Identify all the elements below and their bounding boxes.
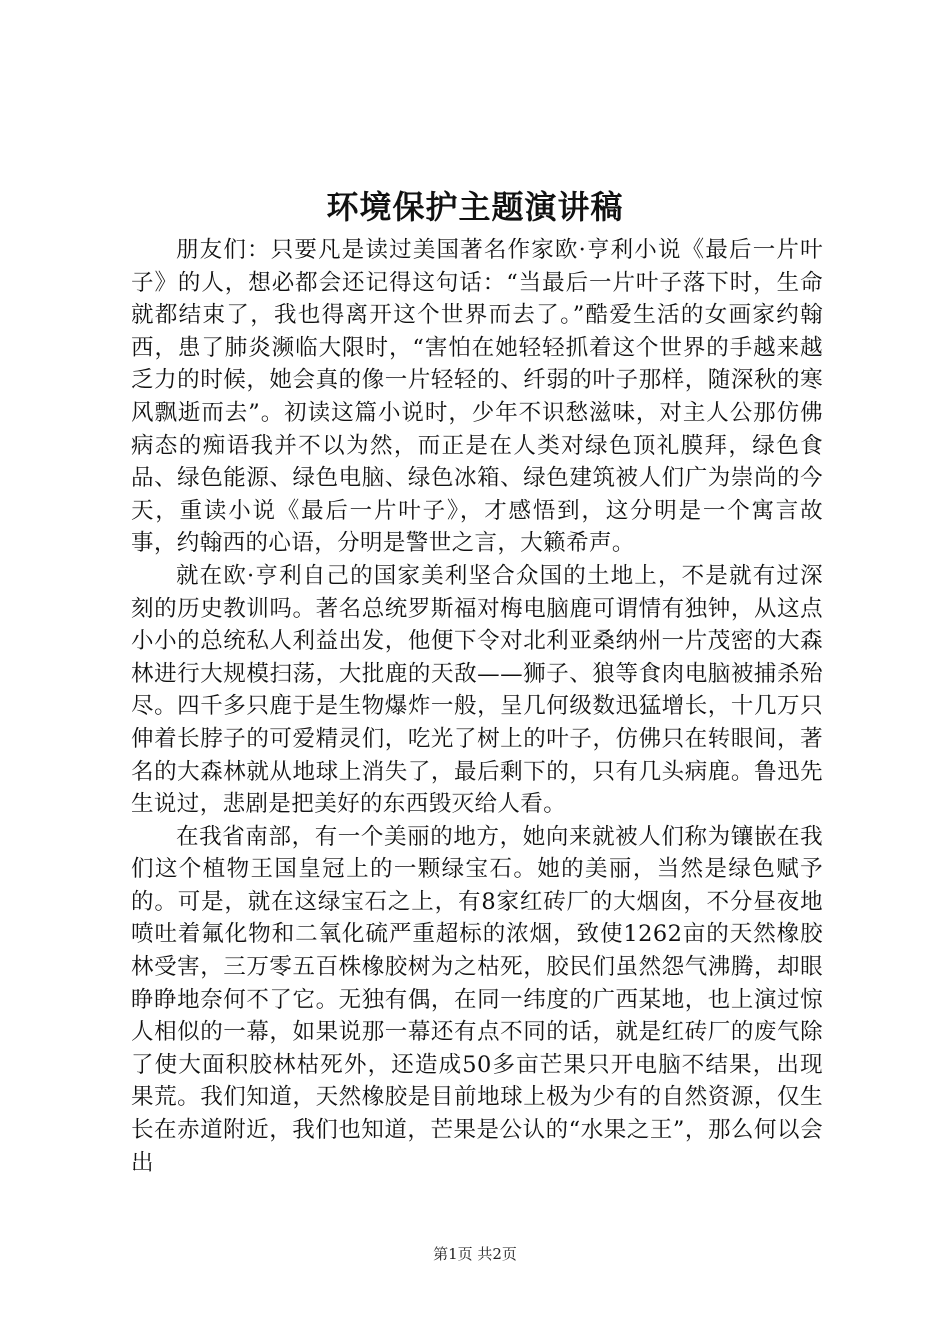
paragraph: 就在欧·亨利自己的国家美利坚合众国的土地上，不是就有过深刻的历史教训吗。著名总统罗斯福对梅电脑鹿可谓情有独钟，从这点小小的总统私人利益出发，他便下令对北利亚桑纳州一片茂密的大森林进行大规模扫荡，大批鹿的天敌——狮子、狼等食肉电脑被捕杀殆尽。四千多只鹿于是生物爆炸一般，呈几何级数迅猛增长，十几万只伸着长脖子的可爱精灵们，吃光了树上的叶子，仿佛只在转眼间，著名的大森林就从地球上消失了，最后剩下的，只有几头病鹿。鲁迅先生说过，悲剧是把美好的东西毁灭给人看。 xyxy=(131,562,823,818)
document-title: 环境保护主题演讲稿 xyxy=(326,188,624,226)
document-body xyxy=(131,234,823,1179)
paragraph: 在我省南部，有一个美丽的地方，她向来就被人们称为镶嵌在我们这个植物王国皇冠上的一颗绿宝石。她的美丽，当然是绿色赋予的。可是，就在这绿宝石之上，有8家红砖厂的大烟囱，不分昼夜地喷吐着氟化物和二氧化硫严重超标的浓烟，致使1262亩的天然橡胶林受害，三万零五百株橡胶树为之枯死，胶民们虽然怨气沸腾，却眼睁睁地奈何不了它。无独有偶，在同一纬度的广西某地，也上演过惊人相似的一幕，如果说那一幕还有点不同的话，就是红砖厂的废气除了使大面积胶林枯死外，还造成50多亩芒果只开电脑不结果，出现果荒。我们知道，天然橡胶是目前地球上极为少有的自然资源，仅生长在赤道附近，我们也知道，芒果是公认的“水果之王”，那么何以会出 xyxy=(131,823,823,1176)
paragraph: 朋友们：只要凡是读过美国著名作家欧·亨利小说《最后一片叶子》的人，想必都会还记得这句话：“当最后一片叶子落下时，生命就都结束了，我也得离开这个世界而去了。”酷爱生活的女画家约翰西，患了肺炎濒临大限时，“害怕在她轻轻抓着这个世界的手越来越乏力的时候，她会真的像一片轻轻的、纤弱的叶子那样，随深秋的寒风飘逝而去”。初读这篇小说时，少年不识愁滋味，对主人公那仿佛病态的痴语我并不以为然，而正是在人类对绿色顶礼膜拜，绿色食品、绿色能源、绿色电脑、绿色冰箱、绿色建筑被人们广为崇尚的今天，重读小说《最后一片叶子》，才感悟到，这分明是一个寓言故事，约翰西的心语，分明是警世之言，大籁希声。 xyxy=(131,237,823,557)
page-number-footer: 第1页 共2页 xyxy=(433,1245,517,1263)
